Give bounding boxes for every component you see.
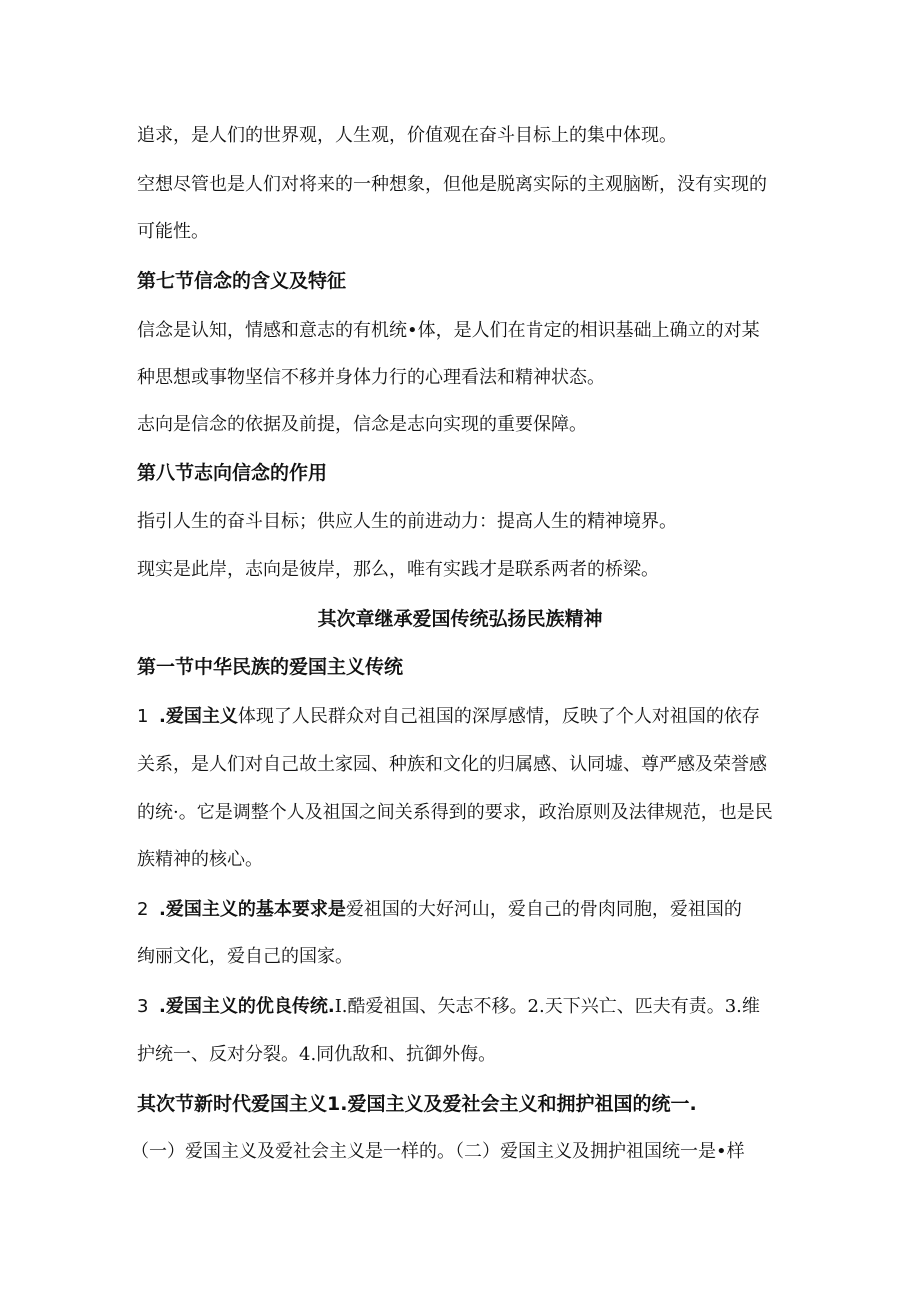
paragraph-line: 护统一、反对分裂。4.同仇敌和、抗御外侮。 bbox=[137, 1044, 497, 1065]
paragraph-line: 绚丽文化，爱自己的国家。 bbox=[137, 946, 353, 967]
item-number: 2 bbox=[137, 899, 149, 920]
paragraph-line: 追求，是人们的世界观，人生观，价值观在奋斗目标上的集中体现。 bbox=[137, 125, 677, 146]
paragraph-line: 族精神的核心。 bbox=[137, 849, 263, 870]
item-lead: .爱国主义的优良传统. bbox=[159, 996, 335, 1017]
item-number: 3 bbox=[137, 996, 149, 1017]
section-heading-7: 第七节信念的含义及特征 bbox=[137, 270, 347, 292]
item-lead: .爱国主义 bbox=[159, 706, 238, 727]
item-number: 1 bbox=[137, 706, 149, 727]
section-heading-8: 第八节志向信念的作用 bbox=[137, 462, 328, 484]
item-text: I.酷爱祖国、矢志不移。2.天下兴亡、匹夫有责。3.维 bbox=[334, 996, 760, 1017]
numbered-paragraph-2 bbox=[137, 898, 742, 922]
paragraph-line: 空想尽管也是人们对将来的一种想象，但他是脱离实际的主观脑断，没有实现的 bbox=[137, 174, 767, 195]
paragraph-line: 指引人生的奋斗目标；供应人生的前进动力：提高人生的精神境界。 bbox=[137, 511, 677, 532]
paragraph-line: 信念是认知，情感和意志的有机统•体，是人们在肯定的相识基础上确立的对某 bbox=[137, 320, 760, 341]
item-text: 爱祖国的大好河山，爱自己的骨肉同胞，爱祖国的 bbox=[345, 899, 742, 920]
item-text: 体现了人民群众对自己祖国的深厚感情，反映了个人对祖国的依存 bbox=[237, 706, 760, 727]
numbered-paragraph-3 bbox=[137, 995, 760, 1019]
paragraph-line: 关系，是人们对自己故土家园、种族和文化的归属感、认同墟、尊严感及荣誉感 bbox=[137, 754, 767, 775]
paragraph-line: 的统·。它是调整个人及祖国之间关系得到的要求，政治原则及法律规范，也是民 bbox=[137, 802, 773, 823]
paragraph-line: 可能性。 bbox=[137, 221, 209, 242]
section-heading-1: 第一节中华民族的爱国主义传统 bbox=[137, 656, 404, 678]
paragraph-line: 现实是此岸，志向是彼岸，那么，唯有实践才是联系两者的桥梁。 bbox=[137, 559, 659, 580]
item-lead: .爱国主义的基本要求是 bbox=[159, 899, 346, 920]
paragraph-line: （一）爱国主义及爱社会主义是一样的。（二）爱国主义及拥护祖国统一是•样 bbox=[131, 1141, 745, 1162]
numbered-paragraph-1 bbox=[137, 705, 760, 729]
paragraph-line: 种思想或事物坚信不移并身体力行的心理看法和精神状态。 bbox=[137, 367, 605, 388]
paragraph-line: 志向是信念的依据及前提，信念是志向实现的重要保障。 bbox=[137, 414, 587, 435]
section-heading-2: 其次节新时代爱国主义1.爱国主义及爱社会主义和拥护祖国的统一. bbox=[137, 1093, 697, 1115]
chapter-title: 其次章继承爱国传统弘扬民族精神 bbox=[317, 608, 603, 630]
